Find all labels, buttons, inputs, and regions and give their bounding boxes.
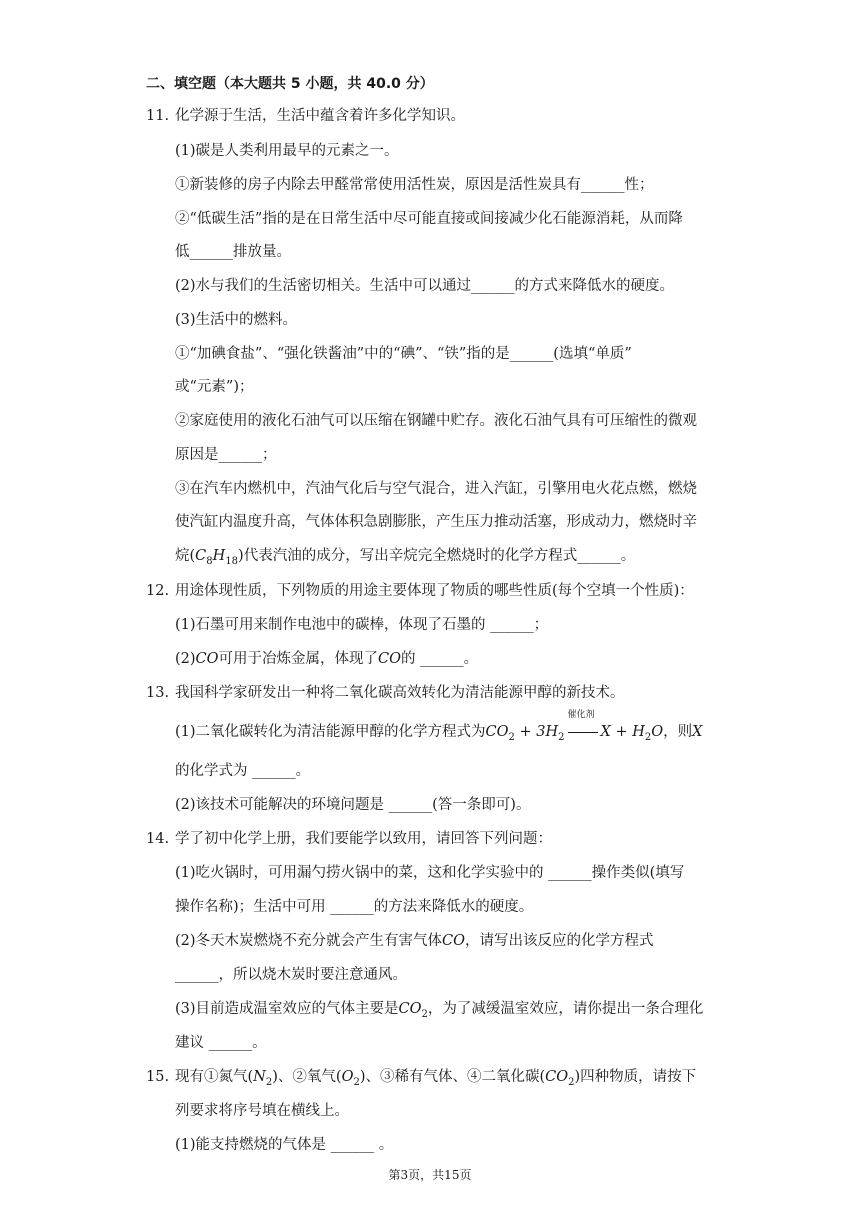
formula: O — [651, 724, 664, 740]
q14-part1-line2: 操作名称)；生活中可用 ______的方法来降低水的硬度。 — [175, 899, 534, 915]
q11-part3: (3)生活中的燃料。 — [175, 312, 298, 328]
question-text: 我国科学家研发出一种将二氧化碳高效转化为清洁能源甲醇的新技术。 — [175, 685, 625, 701]
question-text: 用途体现性质，下列物质的用途主要体现了物质的哪些性质(每个空填一个性质)： — [175, 583, 694, 599]
text: )四种物质，请按下 — [574, 1069, 697, 1085]
catalyst-label: 催化剂 — [567, 710, 595, 720]
formula: CO — [442, 933, 466, 949]
question-number: 15. — [146, 1069, 170, 1085]
formula: CO — [398, 1001, 422, 1017]
text: )代表汽油的成分，写出辛烷完全燃烧时的化学方程式______。 — [238, 548, 636, 564]
equals-line — [568, 732, 598, 733]
subscript: 2 — [644, 731, 652, 743]
formula: + 3H — [514, 724, 559, 740]
q13-part2: (2)该技术可能解决的环境问题是 ______(答一条即可)。 — [175, 797, 531, 813]
q11-part1b-line2: 低______排放量。 — [175, 244, 291, 260]
section-title: 二、填空题（本大题共 5 小题，共 40.0 分） — [146, 76, 434, 92]
subscript: 2 — [568, 1076, 575, 1088]
subscript: 2 — [508, 731, 515, 743]
text: )、③稀有气体、④二氧化碳( — [359, 1069, 546, 1085]
text: ，则 — [663, 724, 693, 740]
subscript: 2 — [558, 731, 565, 743]
formula: N — [253, 1069, 266, 1085]
q12-part1: (1)石墨可用来制作电池中的碳棒，体现了石墨的 ______； — [175, 617, 549, 633]
page-footer: 第3页，共15页 — [388, 1168, 472, 1182]
question-number: 12. — [146, 583, 170, 599]
subscript: 2 — [421, 1008, 428, 1020]
text: ，请写出该反应的化学方程式 — [465, 933, 654, 949]
text: (3)目前造成温室效应的气体主要是 — [175, 1001, 399, 1017]
q15-stem-line2: 列要求将序号填在横线上。 — [175, 1103, 349, 1119]
text: 烷( — [175, 548, 196, 564]
q11-part3a-line1: ①“加碘食盐”、“强化铁酱油”中的“碘”、“铁”指的是______(选填“单质” — [175, 346, 632, 362]
question-number: 14. — [146, 831, 170, 847]
q13-part1-line1 — [175, 710, 703, 748]
question-text: 化学源于生活，生活中蕴含着许多化学知识。 — [175, 108, 465, 124]
question-text: 学了初中化学上册，我们要能学以致用，请回答下列问题： — [175, 831, 552, 847]
q11-part3c-line2: 使汽缸内温度升高，气体体积急剧膨胀，产生压力推动活塞，形成动力，燃烧时辛 — [175, 514, 697, 530]
q11-part2: (2)水与我们的生活密切相关。生活中可以通过______的方式来降低水的硬度。 — [175, 278, 675, 294]
q14-part2-line2: ______，所以烧木炭时要注意通风。 — [175, 967, 407, 983]
q11-part1a: ①新装修的房子内除去甲醛常常使用活性炭，原因是活性炭具有______性； — [175, 177, 654, 193]
q14-part3-line1 — [175, 999, 703, 1025]
reaction-arrow — [565, 710, 601, 742]
q14-part3-line2: 建议 ______。 — [175, 1035, 267, 1051]
q11-part1b-line1: ②“低碳生活”指的是在日常生活中尽可能直接或间接减少化石能源消耗，从而降 — [175, 211, 683, 227]
subscript: 8 — [206, 555, 213, 567]
q11-part1: (1)碳是人类利用最早的元素之一。 — [175, 143, 399, 159]
text: 可用于冶炼金属，体现了 — [218, 651, 379, 667]
q12-part2 — [175, 649, 478, 669]
text: 现有①氮气( — [175, 1069, 254, 1085]
formula: CO — [195, 651, 219, 667]
q11-part3c-line3 — [175, 546, 635, 572]
q11-part3c-line1: ③在汽车内燃机中，汽油气化后与空气混合，进入汽缸，引擎用电火花点燃，燃烧 — [175, 481, 697, 497]
formula: CO — [485, 724, 509, 740]
subscript: 2 — [353, 1076, 360, 1088]
text: (2)冬天木炭燃烧不充分就会产生有害气体 — [175, 933, 443, 949]
text: )、②氧气( — [272, 1069, 342, 1085]
subscript: 2 — [265, 1076, 273, 1088]
formula: H — [212, 548, 226, 564]
formula: O — [341, 1069, 354, 1085]
text: ，为了减缓温室效应，请你提出一条合理化 — [427, 1001, 704, 1017]
q14-part2-line1 — [175, 931, 654, 951]
question-text — [175, 1067, 696, 1093]
q15-part1: (1)能支持燃烧的气体是 ______ 。 — [175, 1137, 394, 1153]
formula: C — [195, 548, 207, 564]
formula: CO — [378, 651, 402, 667]
question-number: 11. — [146, 108, 170, 124]
formula: X + H — [600, 724, 645, 740]
q13-part1-line2: 的化学式为 ______。 — [175, 763, 311, 779]
question-number: 13. — [146, 685, 170, 701]
q14-part1-line1: (1)吃火锅时，可用漏勺捞火锅中的菜，这和化学实验中的 ______操作类似(填写 — [175, 865, 685, 881]
text: (2) — [175, 651, 196, 667]
text: (1)二氧化碳转化为清洁能源甲醇的化学方程式为 — [175, 724, 486, 740]
formula: CO — [545, 1069, 569, 1085]
subscript: 18 — [225, 555, 239, 567]
q11-part3a-line2: 或“元素”)； — [175, 379, 254, 395]
text: 的 ______。 — [401, 651, 479, 667]
q11-part3b-line1: ②家庭使用的液化石油气可以压缩在钢罐中贮存。液化石油气具有可压缩性的微观 — [175, 413, 697, 429]
q11-part3b-line2: 原因是______； — [175, 447, 277, 463]
formula: X — [692, 724, 703, 740]
